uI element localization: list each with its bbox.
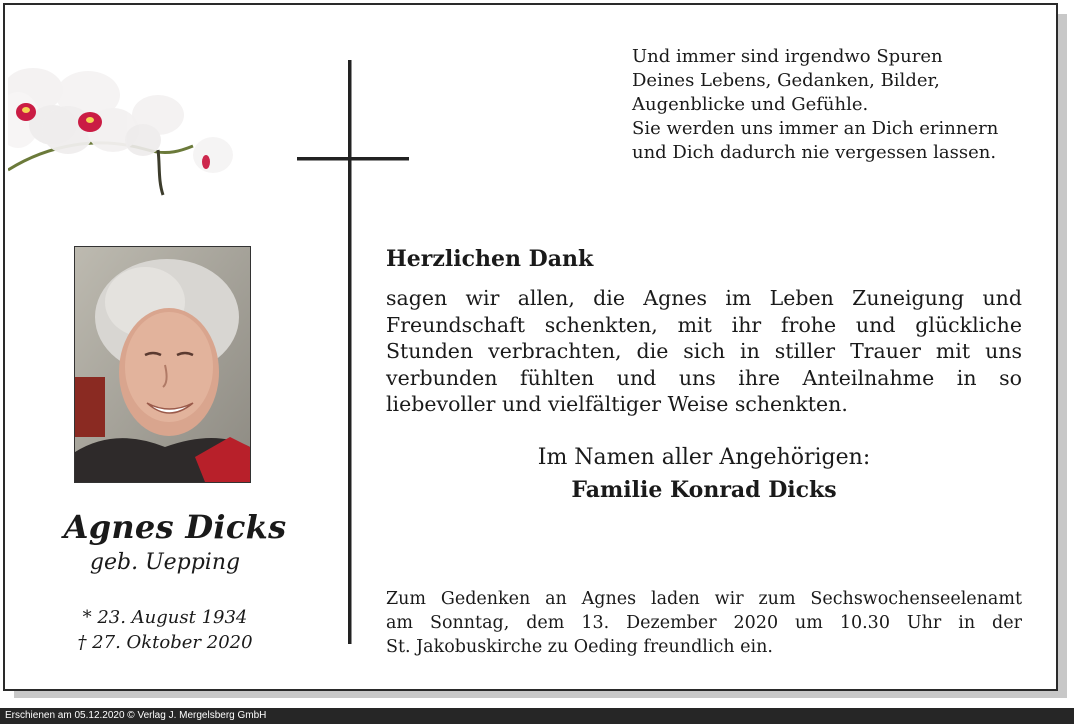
notice-line: am Sonntag, dem 13. Dezember 2020 um 10.30 Uhr in der — [386, 613, 1022, 633]
behalf-line: Im Namen aller Angehörigen: — [537, 445, 871, 470]
obituary-card — [3, 3, 1058, 691]
portrait-photo — [74, 246, 251, 483]
woman-portrait-image — [75, 247, 250, 482]
thanks-heading: Herzlichen Dank — [386, 246, 594, 272]
family-signature: Familie Konrad Dicks — [571, 477, 837, 503]
poem-line: Augenblicke und Gefühle. — [632, 94, 869, 115]
publication-footer: Erschienen am 05.12.2020 © Verlag J. Mergelsberg GmbH — [0, 708, 1074, 724]
poem-line: und Dich dadurch nie vergessen lassen. — [632, 142, 997, 163]
memorial-mass-notice — [386, 587, 1022, 659]
thanks-line: liebevoller und vielfältiger Weise schenkten. — [386, 392, 848, 416]
notice-line: St. Jakobuskirche zu Oeding freundlich ein. — [386, 637, 773, 657]
orchid-flowers-image — [8, 50, 238, 210]
deceased-name: Agnes Dicks — [63, 508, 287, 546]
poem-line: Deines Lebens, Gedanken, Bilder, — [632, 70, 940, 91]
thanks-line: Freundschaft schenkten, mit ihr frohe und glückliche — [386, 312, 1022, 337]
birth-date: * 23. August 1934 — [82, 607, 248, 628]
poem-line: Sie werden uns immer an Dich erinnern — [632, 118, 999, 139]
thanks-line: Stunden verbrachten, die sich in stiller Trauer mit uns — [386, 339, 1022, 363]
death-date: † 27. Oktober 2020 — [77, 632, 253, 653]
thanks-line: verbunden fühlten und uns ihre Anteilnahme in so — [386, 365, 1022, 390]
thanks-text — [386, 285, 1022, 418]
memorial-poem — [632, 45, 1042, 165]
life-dates — [15, 605, 315, 655]
notice-line: Zum Gedenken an Agnes laden wir zum Sechswochenseelenamt — [386, 589, 1022, 609]
maiden-name: geb. Uepping — [89, 550, 241, 575]
thanks-line: sagen wir allen, die Agnes im Leben Zuneigung und — [386, 286, 1022, 310]
poem-line: Und immer sind irgendwo Spuren — [632, 46, 943, 67]
